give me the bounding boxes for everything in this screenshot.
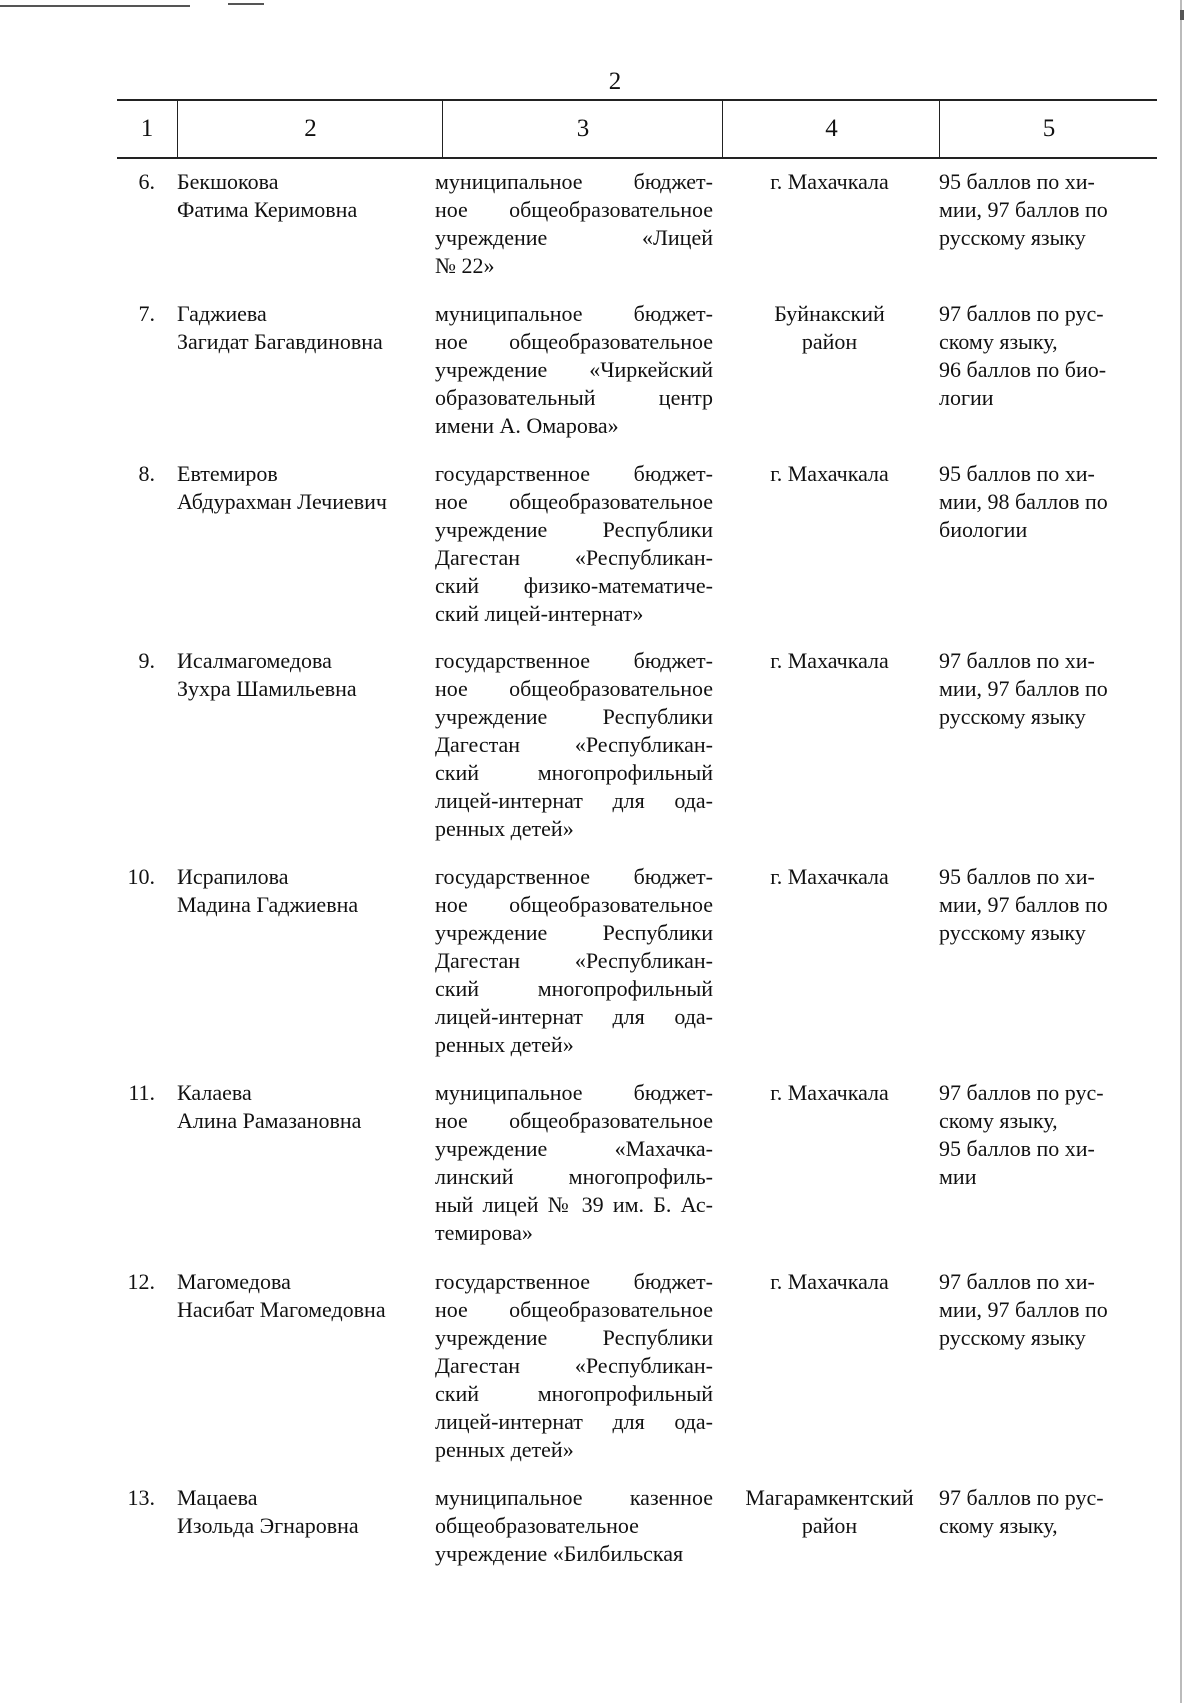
given-name: Фатима Керимовна <box>177 197 358 222</box>
result <box>939 168 1157 252</box>
surname: Калаева <box>177 1080 252 1105</box>
result-line: биологии <box>939 517 1028 542</box>
result <box>939 863 1157 947</box>
location-line: г. Махачкала <box>770 1269 889 1294</box>
given-name: Загидат Багавдиновна <box>177 329 383 354</box>
table-header <box>117 99 1157 159</box>
institution-line: Дагестан «Республикан- <box>435 732 713 757</box>
institution-line: ренных детей» <box>435 1437 574 1462</box>
scan-artifact-line <box>0 5 190 7</box>
institution <box>435 1268 713 1464</box>
student-name <box>177 863 442 919</box>
result-line: мии <box>939 1164 977 1189</box>
institution-line: ное общеобразовательное <box>435 197 713 222</box>
institution-line: учреждение «Лицей <box>435 225 713 250</box>
column-header-5: 5 <box>939 101 1158 157</box>
location <box>717 647 942 675</box>
location-line: г. Махачкала <box>770 864 889 889</box>
institution-line: ский многопрофильный <box>435 976 713 1001</box>
result-line: мии, 97 баллов по <box>939 1297 1108 1322</box>
institution-line: ский многопрофильный <box>435 1381 713 1406</box>
result-line: 95 баллов по хи- <box>939 461 1095 486</box>
result-line: мии, 97 баллов по <box>939 892 1108 917</box>
result <box>939 460 1157 544</box>
result <box>939 1079 1157 1191</box>
page-number: 2 <box>608 68 622 95</box>
given-name: Насибат Магомедовна <box>177 1297 386 1322</box>
student-name <box>177 1268 442 1324</box>
institution-line: учреждение Республики <box>435 920 713 945</box>
result-line: 96 баллов по био- <box>939 357 1107 382</box>
column-header-1: 1 <box>140 115 154 142</box>
surname: Магомедова <box>177 1269 291 1294</box>
row-number: 6. <box>138 169 155 194</box>
institution <box>435 1079 713 1247</box>
row-number: 12. <box>127 1269 155 1294</box>
institution-line: учреждение Республики <box>435 1325 713 1350</box>
institution-line: учреждение «Чиркейский <box>435 357 713 382</box>
institution-line: учреждение Республики <box>435 704 713 729</box>
result-line: 97 баллов по хи- <box>939 648 1095 673</box>
location <box>717 863 942 891</box>
result-line: русскому языку <box>939 1325 1086 1350</box>
result-line: русскому языку <box>939 920 1086 945</box>
institution-line: муниципальное бюджет- <box>435 169 713 194</box>
institution-line: ное общеобразовательное <box>435 892 713 917</box>
location-line: г. Махачкала <box>770 461 889 486</box>
given-name: Абдурахман Лечиевич <box>177 489 387 514</box>
institution-line: № 22» <box>435 253 495 278</box>
result-line: русскому языку <box>939 225 1086 250</box>
surname: Гаджиева <box>177 301 267 326</box>
location <box>717 460 942 488</box>
location <box>717 1484 942 1540</box>
location-line: г. Махачкала <box>770 169 889 194</box>
location-line: г. Махачкала <box>770 1080 889 1105</box>
result-line: мии, 97 баллов по <box>939 197 1108 222</box>
student-name <box>177 1079 442 1135</box>
scan-artifact-dot <box>1180 10 1184 20</box>
given-name: Алина Рамазановна <box>177 1108 362 1133</box>
row-number: 7. <box>138 301 155 326</box>
result <box>939 300 1157 412</box>
row-number: 13. <box>127 1485 155 1510</box>
institution <box>435 300 713 440</box>
result-line: скому языку, <box>939 1513 1058 1538</box>
result <box>939 647 1157 731</box>
result-line: скому языку, <box>939 329 1058 354</box>
student-name <box>177 300 442 356</box>
surname: Исрапилова <box>177 864 289 889</box>
institution-line: ное общеобразовательное <box>435 329 713 354</box>
given-name: Изольда Эгнаровна <box>177 1513 359 1538</box>
result-line: скому языку, <box>939 1108 1058 1133</box>
institution-line: лицей-интернат для ода- <box>435 1409 713 1434</box>
location <box>717 168 942 196</box>
result-line: мии, 97 баллов по <box>939 676 1108 701</box>
institution-line: Дагестан «Республикан- <box>435 1353 713 1378</box>
result-line: 95 баллов по хи- <box>939 864 1095 889</box>
institution-line: лицей-интернат для ода- <box>435 1004 713 1029</box>
result-line: мии, 98 баллов по <box>939 489 1108 514</box>
location-line: г. Махачкала <box>770 648 889 673</box>
result <box>939 1484 1157 1540</box>
column-header-4: 4 <box>722 101 940 157</box>
institution-line: учреждение «Махачка- <box>435 1136 713 1161</box>
result-line: русскому языку <box>939 704 1086 729</box>
institution-line: ное общеобразовательное <box>435 489 713 514</box>
institution-line: учреждение «Билбильская <box>435 1541 684 1566</box>
institution-line: муниципальное бюджет- <box>435 301 713 326</box>
surname: Исалмагомедова <box>177 648 332 673</box>
student-name <box>177 647 442 703</box>
institution <box>435 1484 713 1568</box>
surname: Бекшокова <box>177 169 279 194</box>
institution <box>435 168 713 280</box>
row-number: 11. <box>128 1080 155 1105</box>
column-header-2: 2 <box>177 101 443 157</box>
student-name <box>177 168 442 224</box>
institution <box>435 460 713 628</box>
institution-line: ное общеобразовательное <box>435 1108 713 1133</box>
institution-line: темирова» <box>435 1220 533 1245</box>
institution <box>435 647 713 843</box>
institution-line: общеобразовательное <box>435 1513 639 1538</box>
surname: Мацаева <box>177 1485 258 1510</box>
location <box>717 300 942 356</box>
institution-line: лицей-интернат для ода- <box>435 788 713 813</box>
given-name: Мадина Гаджиевна <box>177 892 359 917</box>
institution-line: ский лицей-интернат» <box>435 601 644 626</box>
row-number: 10. <box>127 864 155 889</box>
institution-line: государственное бюджет- <box>435 648 713 673</box>
institution-line: ренных детей» <box>435 1032 574 1057</box>
institution-line: ный лицей № 39 им. Б. Ас- <box>435 1192 713 1217</box>
institution-line: Дагестан «Республикан- <box>435 948 713 973</box>
institution-line: учреждение Республики <box>435 517 713 542</box>
student-name <box>177 1484 442 1540</box>
institution-line: образовательный центр <box>435 385 713 410</box>
institution-line: линский многопрофиль- <box>435 1164 713 1189</box>
location-line: Буйнакский <box>774 301 885 326</box>
location <box>717 1268 942 1296</box>
institution-line: государственное бюджет- <box>435 864 713 889</box>
scan-artifact-edge <box>1180 0 1182 1703</box>
result-line: логии <box>939 385 994 410</box>
institution-line: имени А. Омарова» <box>435 413 619 438</box>
result-line: 97 баллов по рус- <box>939 1485 1104 1510</box>
location <box>717 1079 942 1107</box>
institution-line: муниципальное бюджет- <box>435 1080 713 1105</box>
institution-line: ский многопрофильный <box>435 760 713 785</box>
column-header-3: 3 <box>442 101 723 157</box>
result-line: 97 баллов по рус- <box>939 301 1104 326</box>
scan-artifact-line <box>228 3 264 5</box>
institution-line: ренных детей» <box>435 816 574 841</box>
location-line: район <box>801 1513 858 1538</box>
institution <box>435 863 713 1059</box>
institution-line: муниципальное казенное <box>435 1485 713 1510</box>
institution-line: государственное бюджет- <box>435 1269 713 1294</box>
row-number: 9. <box>138 648 155 673</box>
result-line: 95 баллов по хи- <box>939 169 1095 194</box>
result <box>939 1268 1157 1352</box>
institution-line: ное общеобразовательное <box>435 1297 713 1322</box>
given-name: Зухра Шамильевна <box>177 676 357 701</box>
location-line: Магарамкентский <box>745 1485 914 1510</box>
institution-line: государственное бюджет- <box>435 461 713 486</box>
student-name <box>177 460 442 516</box>
surname: Евтемиров <box>177 461 278 486</box>
result-line: 95 баллов по хи- <box>939 1136 1095 1161</box>
row-number: 8. <box>138 461 155 486</box>
location-line: район <box>801 329 858 354</box>
institution-line: ное общеобразовательное <box>435 676 713 701</box>
result-line: 97 баллов по рус- <box>939 1080 1104 1105</box>
institution-line: Дагестан «Республикан- <box>435 545 713 570</box>
result-line: 97 баллов по хи- <box>939 1269 1095 1294</box>
institution-line: ский физико-математиче- <box>435 573 713 598</box>
